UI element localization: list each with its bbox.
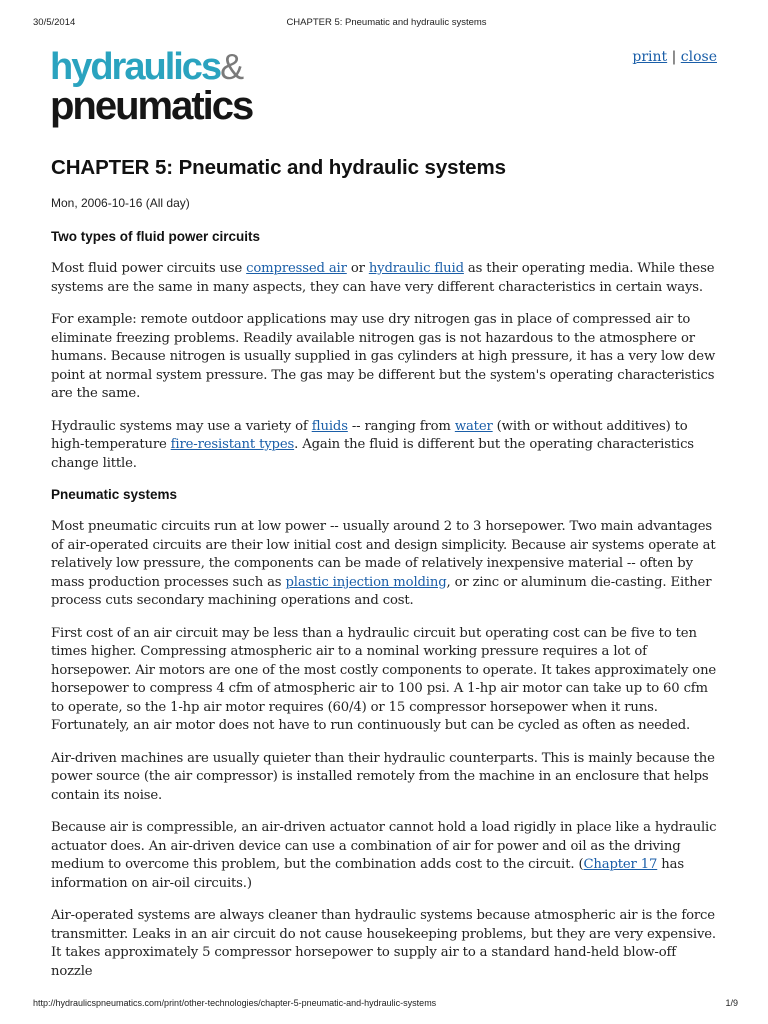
section-heading-fluid-power-circuits: Two types of fluid power circuits xyxy=(51,229,261,244)
section-heading-pneumatic-systems: Pneumatic systems xyxy=(51,487,178,502)
logo-ampersand: & xyxy=(220,46,245,87)
close-link[interactable]: close xyxy=(680,49,717,65)
link-separator: | xyxy=(671,49,677,65)
page-number: 1/9 xyxy=(725,998,738,1008)
article xyxy=(51,156,719,995)
link-plastic-injection-molding[interactable]: plastic injection molding xyxy=(285,574,447,590)
link-fluids[interactable]: fluids xyxy=(311,418,348,434)
print-date: 30/5/2014 xyxy=(33,17,76,28)
logo-line-2: pneumatics xyxy=(50,84,253,128)
print-link[interactable]: print xyxy=(632,49,668,65)
article-title: CHAPTER 5: Pneumatic and hydraulic systems xyxy=(51,156,506,179)
paragraph-3: Hydraulic systems may use a variety of fluids -- ranging from water (with or without additives) to high-temperature fire-resistant types. Again the fluid is different but the operating characteristics change little. xyxy=(51,418,694,471)
paragraph-4: Most pneumatic circuits run at low power -- usually around 2 to 3 horsepower. Two main advantages of air-operated circuits are their low initial cost and design simplicity. Because air systems operate at relatively low pressure, the components can be made of relatively inexpensive material -- often by mass production processes such as plastic injection molding, or zinc or aluminum die-casting. Either process cuts secondary machining operations and cost. xyxy=(51,519,716,608)
paragraph-2: For example: remote outdoor applications may use dry nitrogen gas in place of compressed air to eliminate freezing problems. Readily available nitrogen gas is not hazardous to the atmosphere or humans. Because nitrogen is usually supplied in gas cylinders at high pressure, it has a very low dew point at normal system pressure. The gas may be different but the system's operating characteristics are the same. xyxy=(51,312,716,401)
paragraph-8: Air-operated systems are always cleaner than hydraulic systems because atmospheric air is the force transmitter. Leaks in an air circuit do not cause housekeeping problems, but they are very expensive. It takes approximately 5 compressor horsepower to supply air to a standard hand-held blow-off nozzle xyxy=(51,908,716,979)
paragraph-5: First cost of an air circuit may be less than a hydraulic circuit but operating cost can be five to ten times higher. Compressing atmospheric air to a nominal working pressure requires a lot of horsepower. Air motors are one of the most costly components to operate. It takes approximately one horsepower to compress 4 cfm of atmospheric air to 100 psi. A 1-hp air motor can take up to 60 cfm to operate, so the 1-hp air motor requires (60/4) or 15 compressor horsepower when it runs. Fortunately, an air motor does not have to run continuously but can be cycled as often as needed. xyxy=(51,625,717,733)
link-compressed-air[interactable]: compressed air xyxy=(246,261,347,276)
paragraph-1: Most fluid power circuits use compressed air or hydraulic fluid as their operating media. While these systems are the same in many aspects, they can have very different characteristics in certain ways. xyxy=(51,261,715,295)
link-fire-resistant-types[interactable]: fire-resistant types xyxy=(170,437,295,452)
site-logo[interactable] xyxy=(50,48,252,126)
print-footer xyxy=(33,998,738,1008)
logo-line-1: hydraulics& xyxy=(50,46,245,88)
print-close-links xyxy=(632,49,717,65)
paragraph-7: Because air is compressible, an air-driven actuator cannot hold a load rigidly in place like a hydraulic actuator does. An air-driven device can use a combination of air for power and oil as the driving medium to overcome this problem, but the combination adds cost to the circuit. (Chapter 17 has information on air-oil circuits.) xyxy=(51,820,717,891)
article-date: Mon, 2006-10-16 (All day) xyxy=(51,196,190,210)
link-water[interactable]: water xyxy=(454,418,493,434)
print-doc-title: CHAPTER 5: Pneumatic and hydraulic systems xyxy=(286,17,487,28)
paragraph-6: Air-driven machines are usually quieter than their hydraulic counterparts. This is mainly because the power source (the air compressor) is installed remotely from the machine in an enclosure that helps contain its noise. xyxy=(51,750,715,803)
footer-url: http://hydraulicspneumatics.com/print/other-technologies/chapter-5-pneumatic-and-hydraulic-systems xyxy=(33,998,437,1008)
link-hydraulic-fluid[interactable]: hydraulic fluid xyxy=(368,261,464,276)
link-chapter-17[interactable]: Chapter 17 xyxy=(583,857,658,872)
